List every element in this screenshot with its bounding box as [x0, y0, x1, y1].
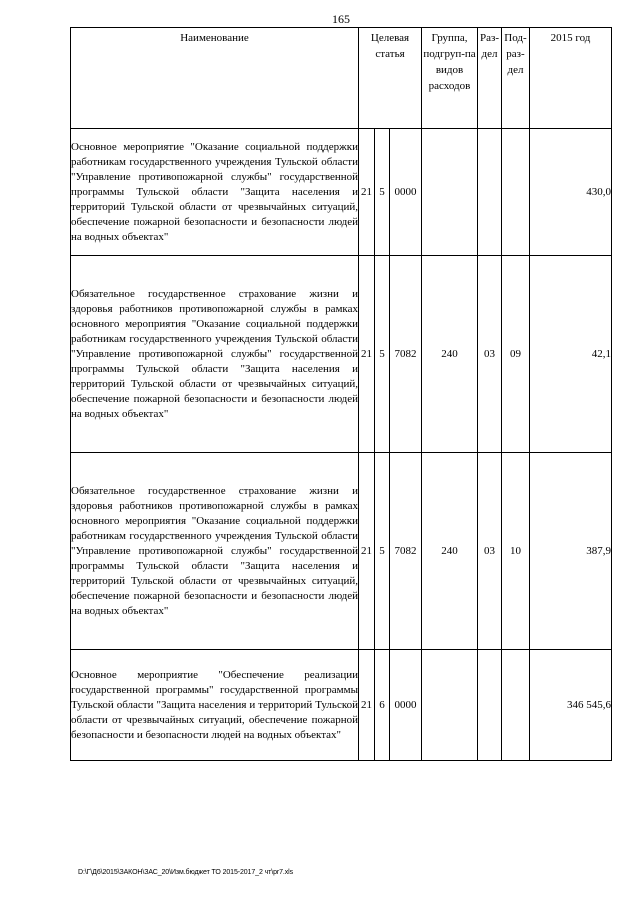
row-group — [422, 650, 478, 761]
row-code-program: 21 — [359, 453, 375, 650]
row-subsection — [502, 650, 530, 761]
row-code-direction: 0000 — [390, 129, 422, 256]
row-code-direction: 0000 — [390, 650, 422, 761]
table-row — [71, 453, 612, 650]
header-row — [71, 28, 612, 129]
file-path-footer: D:\Г\Д6\2015\ЗАКОН\ЗАС_20\Изм.бюджет ТО 2015-2017_2 чт\pr7.xls — [78, 869, 293, 876]
row-code-subprogram: 5 — [375, 129, 390, 256]
row-code-subprogram: 5 — [375, 256, 390, 453]
row-code-program: 21 — [359, 129, 375, 256]
row-subsection: 09 — [502, 256, 530, 453]
header-target-article: Целевая статья — [359, 28, 422, 129]
row-code-subprogram: 5 — [375, 453, 390, 650]
row-subsection — [502, 129, 530, 256]
header-section: Раз-дел — [478, 28, 502, 129]
row-group — [422, 129, 478, 256]
row-code-subprogram: 6 — [375, 650, 390, 761]
row-group: 240 — [422, 453, 478, 650]
row-code-program: 21 — [359, 650, 375, 761]
table-row — [71, 256, 612, 453]
header-subsection: Под-раз-дел — [502, 28, 530, 129]
row-amount: 430,0 — [530, 129, 612, 256]
table-row — [71, 129, 612, 256]
row-code-direction: 7082 — [390, 453, 422, 650]
row-amount: 346 545,6 — [530, 650, 612, 761]
budget-table — [70, 27, 612, 761]
row-amount: 42,1 — [530, 256, 612, 453]
row-name: Основное мероприятие "Оказание социальной поддержки работникам государственного учреждения Тульской области "Управление противопожарной службы" государственной программы Тульской области "Защита населения и территорий Тульской области от чрезвычайных ситуаций, обеспечение пожарной безопасности и безопасности людей на водных объектах" — [71, 129, 359, 256]
row-section: 03 — [478, 453, 502, 650]
row-name: Обязательное государственное страхование жизни и здоровья работников противопожарной службы в рамках основного мероприятия "Оказание социальной поддержки работникам государственного учреждения Тульской области "Управление противопожарной службы" государственной программы Тульской области "Защита населения и территорий Тульской области от чрезвычайных ситуаций, обеспечение пожарной безопасности и безопасности людей на водных объектах" — [71, 256, 359, 453]
header-group: Группа, подгруп-па видов расходов — [422, 28, 478, 129]
table-row — [71, 650, 612, 761]
header-name: Наименование — [71, 28, 359, 129]
row-code-direction: 7082 — [390, 256, 422, 453]
row-amount: 387,9 — [530, 453, 612, 650]
row-code-program: 21 — [359, 256, 375, 453]
row-section — [478, 650, 502, 761]
header-year: 2015 год — [530, 28, 612, 129]
row-group: 240 — [422, 256, 478, 453]
row-section — [478, 129, 502, 256]
row-section: 03 — [478, 256, 502, 453]
row-subsection: 10 — [502, 453, 530, 650]
page-number: 165 — [332, 12, 350, 26]
row-name: Основное мероприятие "Обеспечение реализации государственной программы" государственной программы Тульской области "Защита населения и территорий Тульской области от чрезвычайных ситуаций, обеспечение пожарной безопасности и безопасности людей на водных объектах" — [71, 650, 359, 761]
row-name: Обязательное государственное страхование жизни и здоровья работников противопожарной службы в рамках основного мероприятия "Оказание социальной поддержки работникам государственного учреждения Тульской области "Управление противопожарной службы" государственной программы Тульской области "Защита населения и территорий Тульской области от чрезвычайных ситуаций, обеспечение пожарной безопасности и безопасности людей на водных объектах" — [71, 453, 359, 650]
